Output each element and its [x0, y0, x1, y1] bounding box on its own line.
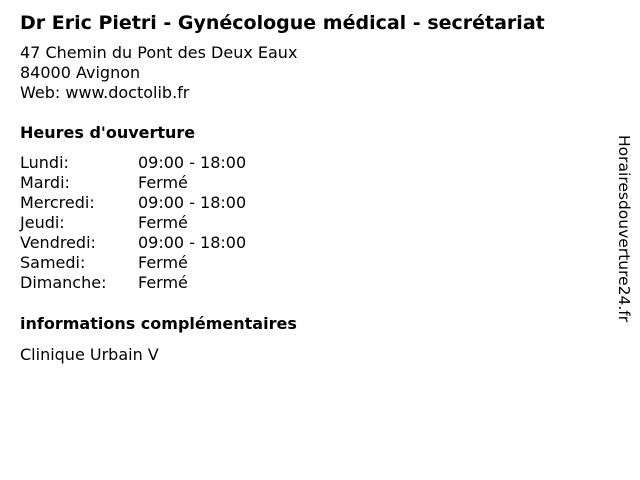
- hours-row-friday: [20, 233, 246, 253]
- hours-value: Fermé: [138, 173, 188, 192]
- additional-info-text: Clinique Urbain V: [20, 345, 159, 364]
- hours-row-wednesday: [20, 193, 246, 213]
- page-title: Dr Eric Pietri - Gynécologue médical - secrétariat: [20, 12, 545, 34]
- hours-row-thursday: [20, 213, 246, 233]
- address-street: 47 Chemin du Pont des Deux Eaux: [20, 43, 298, 62]
- day-label: Jeudi:: [20, 213, 65, 232]
- hours-row-saturday: [20, 253, 246, 273]
- day-label: Mercredi:: [20, 193, 95, 212]
- website-text: Web: www.doctolib.fr: [20, 83, 190, 102]
- hours-value: 09:00 - 18:00: [138, 153, 247, 172]
- site-watermark: [613, 135, 637, 345]
- day-label: Samedi:: [20, 253, 86, 272]
- hours-value: 09:00 - 18:00: [138, 193, 247, 212]
- address-city: 84000 Avignon: [20, 63, 141, 82]
- hours-value: Fermé: [138, 273, 188, 292]
- day-label: Lundi:: [20, 153, 69, 172]
- hours-row-tuesday: [20, 173, 246, 193]
- hours-row-monday: [20, 153, 246, 173]
- additional-info-heading: informations complémentaires: [20, 314, 297, 333]
- opening-hours-heading: Heures d'ouverture: [20, 123, 196, 142]
- watermark-text: Horairesdouverture24.fr: [615, 135, 633, 323]
- day-label: Mardi:: [20, 173, 70, 192]
- hours-row-sunday: [20, 273, 246, 293]
- hours-value: 09:00 - 18:00: [138, 233, 247, 252]
- opening-hours-table: [20, 153, 246, 293]
- address-block: [20, 43, 297, 103]
- hours-value: Fermé: [138, 253, 188, 272]
- day-label: Vendredi:: [20, 233, 96, 252]
- hours-value: Fermé: [138, 213, 188, 232]
- day-label: Dimanche:: [20, 273, 107, 292]
